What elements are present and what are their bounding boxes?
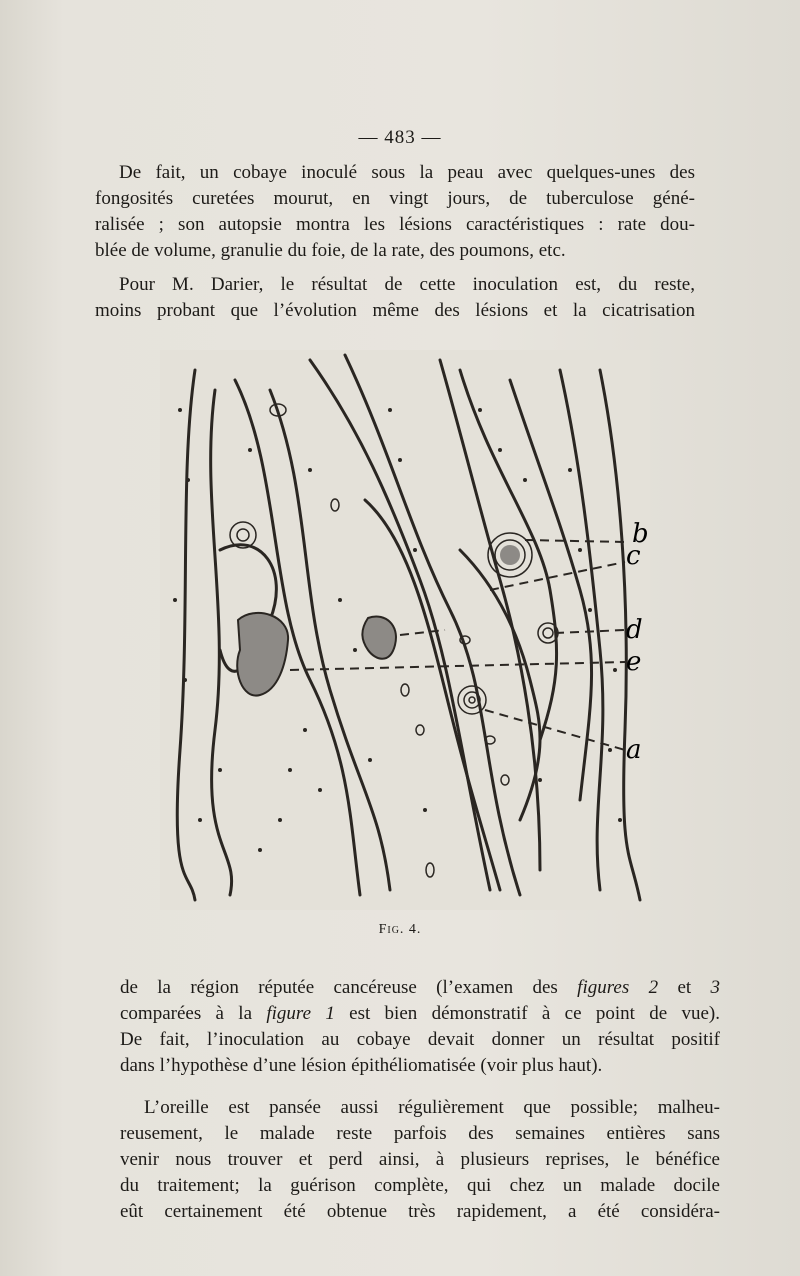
text-line: Pour M. Darier, le résultat de cette inoculation est, du reste, — [119, 274, 695, 295]
paragraph-1 — [95, 160, 695, 264]
figure-reference: 3 — [710, 977, 720, 998]
text-line: moins probant que l’évolution même des lésions et la cicatrisation — [95, 300, 695, 321]
text-line — [120, 1001, 720, 1027]
histology-figure — [160, 350, 650, 910]
text-line: De fait, un cobaye inoculé sous la peau avec quelques-unes des — [119, 162, 695, 183]
text-line: blée de volume, granulie du foie, de la rate, des poumons, etc. — [95, 240, 566, 261]
figure-reference: figures 2 — [577, 977, 659, 998]
text-line: fongosités curetées mourut, en vingt jours, de tuberculose géné- — [95, 188, 695, 209]
text-line: dans l’hypothèse d’une lésion épithéliomatisée (voir plus haut). — [120, 1055, 603, 1076]
paragraph-2 — [95, 272, 695, 324]
figure-label-e: e — [626, 647, 642, 677]
text-line: L’oreille est pansée aussi régulièrement que possible; malheu- — [144, 1097, 720, 1118]
figure-label-d: d — [626, 615, 643, 645]
figure-reference: figure 1 — [266, 1003, 335, 1024]
text-segment: est bien démonstratif à ce point de vue). — [334, 1003, 720, 1024]
text-segment: et — [658, 977, 711, 998]
paragraph-3 — [120, 975, 720, 1079]
text-line: eût certainement été obtenue très rapidement, a été considéra- — [120, 1201, 720, 1222]
text-segment: de la région réputée cancéreuse (l’examen des — [120, 977, 578, 998]
figure-label-b: b — [632, 519, 649, 549]
text-segment: comparées à la — [120, 1003, 267, 1024]
text-line: ralisée ; son autopsie montra les lésions caractéristiques : rate dou- — [95, 214, 695, 235]
text-line: du traitement; la guérison complète, qui chez un malade docile — [120, 1175, 720, 1196]
figure-label-a: a — [626, 735, 642, 765]
text-line: venir nous trouver et perd ainsi, à plusieurs reprises, le bénéfice — [120, 1149, 720, 1170]
paragraph-4 — [120, 1095, 720, 1225]
text-line — [120, 975, 720, 1001]
text-line: De fait, l’inoculation au cobaye devait donner un résultat positif — [120, 1029, 720, 1050]
tissue-drawing-illustration — [160, 350, 650, 910]
text-line: reusement, le malade reste parfois des semaines entières sans — [120, 1123, 720, 1144]
figure-caption: Fig. 4. — [378, 922, 422, 937]
page-number: — 483 — — [358, 127, 442, 148]
figure-label-c: c — [626, 541, 641, 571]
